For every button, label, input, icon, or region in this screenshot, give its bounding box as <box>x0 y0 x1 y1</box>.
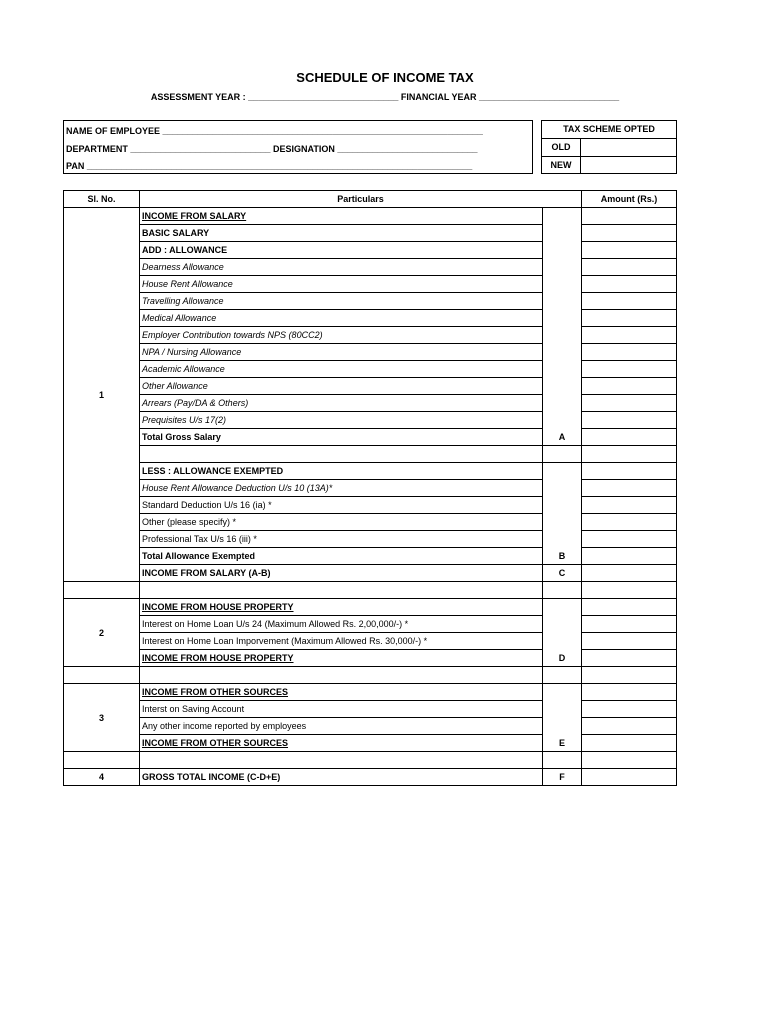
allowance-item: NPA / Nursing Allowance <box>140 344 543 361</box>
amount-cell[interactable] <box>582 684 677 701</box>
amount-cell[interactable] <box>582 650 677 667</box>
amount-cell[interactable] <box>582 599 677 616</box>
exemption-item: Other (please specify) * <box>140 514 543 531</box>
spacer-row <box>64 582 677 599</box>
employee-details-box <box>63 120 533 174</box>
tax-scheme-header: TAX SCHEME OPTED <box>542 121 676 139</box>
amount-cell[interactable] <box>582 497 677 514</box>
spacer-row <box>64 667 677 684</box>
amount-cell[interactable] <box>582 531 677 548</box>
amount-cell[interactable] <box>582 259 677 276</box>
amount-cell[interactable] <box>582 395 677 412</box>
employee-name-field[interactable]: NAME OF EMPLOYEE ________________________________________________________________ <box>66 126 483 136</box>
house-total-label: INCOME FROM HOUSE PROPERTY <box>140 650 543 667</box>
allowance-item: House Rent Allowance <box>140 276 543 293</box>
mark-cell <box>543 208 582 225</box>
allowance-item: Dearness Allowance <box>140 259 543 276</box>
amount-cell[interactable] <box>582 293 677 310</box>
pan-field[interactable]: PAN _____________________________________________________________________________ <box>66 161 473 171</box>
section-heading: INCOME FROM HOUSE PROPERTY <box>140 599 543 616</box>
house-item: Interest on Home Loan Imporvement (Maximum Allowed Rs. 30,000/-) * <box>140 633 543 650</box>
amount-cell[interactable] <box>582 208 677 225</box>
amount-cell[interactable] <box>582 412 677 429</box>
amount-cell[interactable] <box>582 480 677 497</box>
section-heading: INCOME FROM OTHER SOURCES <box>140 684 543 701</box>
amount-cell[interactable] <box>582 514 677 531</box>
amount-cell[interactable] <box>582 735 677 752</box>
amount-cell[interactable] <box>582 718 677 735</box>
department-field[interactable]: DEPARTMENT ____________________________ DESIGNATION ____________________________ <box>66 144 478 154</box>
income-salary-ab-label: INCOME FROM SALARY (A-B) <box>140 565 543 582</box>
amount-cell[interactable] <box>582 327 677 344</box>
house-item: Interest on Home Loan U/s 24 (Maximum Allowed Rs. 2,00,000/-) * <box>140 616 543 633</box>
tax-scheme-old-row[interactable] <box>542 138 676 157</box>
mark-d: D <box>543 650 582 667</box>
amount-cell[interactable] <box>582 378 677 395</box>
amount-cell[interactable] <box>582 344 677 361</box>
tax-scheme-new-row[interactable] <box>542 156 676 174</box>
sl-cell: 3 <box>64 684 140 752</box>
mark-e: E <box>543 735 582 752</box>
amount-cell[interactable] <box>582 361 677 378</box>
allowance-item: Arrears (Pay/DA & Others) <box>140 395 543 412</box>
amount-cell[interactable] <box>582 276 677 293</box>
col-particulars-header: Particulars <box>140 191 582 208</box>
tax-scheme-new-label: NEW <box>542 156 581 174</box>
tax-scheme-box <box>541 120 677 174</box>
exemption-item: Standard Deduction U/s 16 (ia) * <box>140 497 543 514</box>
col-amount-header: Amount (Rs.) <box>582 191 677 208</box>
other-source-item: Interst on Saving Account <box>140 701 543 718</box>
amount-cell[interactable] <box>582 633 677 650</box>
total-exempted-label: Total Allowance Exempted <box>140 548 543 565</box>
allowance-item: Travelling Allowance <box>140 293 543 310</box>
tax-scheme-old-label: OLD <box>542 138 581 156</box>
amount-cell[interactable] <box>582 769 677 786</box>
spacer-row <box>64 752 677 769</box>
amount-cell[interactable] <box>582 225 677 242</box>
add-allowance-label: ADD : ALLOWANCE <box>140 242 543 259</box>
amount-cell[interactable] <box>582 701 677 718</box>
amount-cell[interactable] <box>582 565 677 582</box>
mark-b: B <box>543 548 582 565</box>
amount-cell[interactable] <box>582 548 677 565</box>
exemption-item: House Rent Allowance Deduction U/s 10 (13A)* <box>140 480 543 497</box>
allowance-item: Academic Allowance <box>140 361 543 378</box>
allowance-item: Employer Contribution towards NPS (80CC2) <box>140 327 543 344</box>
allowance-item: Prequisites U/s 17(2) <box>140 412 543 429</box>
amount-cell[interactable] <box>582 429 677 446</box>
amount-cell[interactable] <box>582 463 677 480</box>
income-tax-table <box>63 190 677 786</box>
table-header-row <box>64 191 677 208</box>
other-source-item: Any other income reported by employees <box>140 718 543 735</box>
assessment-year-line: ASSESSMENT YEAR : ______________________________ FINANCIAL YEAR ____________________________ <box>150 92 620 102</box>
section-heading: INCOME FROM SALARY <box>140 208 543 225</box>
other-sources-total-label: INCOME FROM OTHER SOURCES <box>140 735 543 752</box>
amount-cell[interactable] <box>582 616 677 633</box>
amount-cell[interactable] <box>582 446 677 463</box>
less-exempted-label: LESS : ALLOWANCE EXEMPTED <box>140 463 543 480</box>
amount-cell[interactable] <box>582 310 677 327</box>
allowance-item: Other Allowance <box>140 378 543 395</box>
gross-total-income-label: GROSS TOTAL INCOME (C-D+E) <box>140 769 543 786</box>
basic-salary-label: BASIC SALARY <box>140 225 543 242</box>
mark-f: F <box>543 769 582 786</box>
amount-cell[interactable] <box>582 242 677 259</box>
col-sl-header: Sl. No. <box>64 191 140 208</box>
sl-cell: 2 <box>64 599 140 667</box>
allowance-item: Medical Allowance <box>140 310 543 327</box>
mark-a: A <box>543 429 582 446</box>
mark-c: C <box>543 565 582 582</box>
page-title: SCHEDULE OF INCOME TAX <box>296 70 474 85</box>
total-gross-salary-label: Total Gross Salary <box>140 429 543 446</box>
sl-cell: 4 <box>64 769 140 786</box>
exemption-item: Professional Tax U/s 16 (iii) * <box>140 531 543 548</box>
sl-cell: 1 <box>64 208 140 582</box>
